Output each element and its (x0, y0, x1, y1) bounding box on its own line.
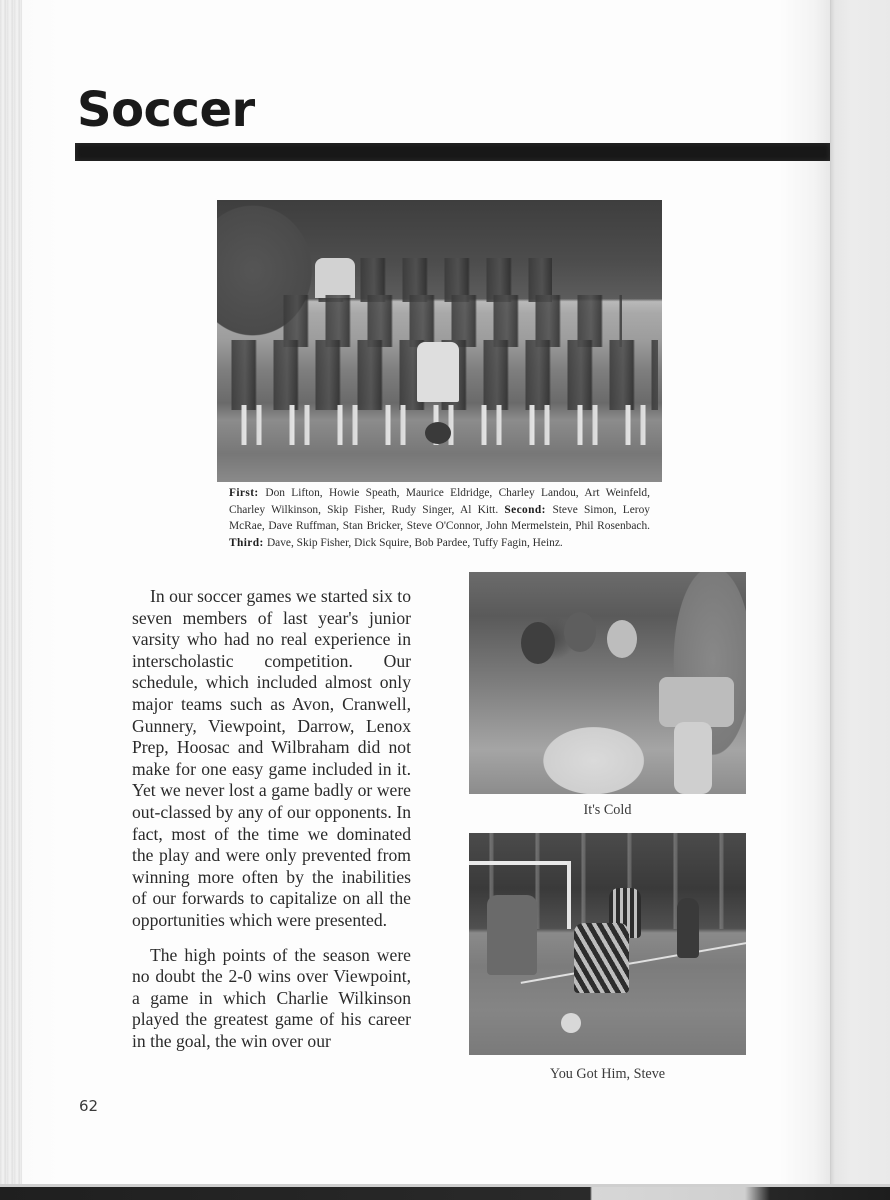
title-rule-bar (75, 143, 830, 161)
player-leg (674, 722, 712, 794)
player-figure (487, 895, 537, 975)
team-photo-caption (229, 485, 650, 551)
spectators-photo-caption: It's Cold (583, 802, 632, 818)
goal-crossbar (469, 861, 569, 865)
caption-second-names: Steve Simon, Leroy McRae, Dave Ruffman, Stan Bricker, Steve O'Connor, John Mermelstein, Phil Rosenbach. (229, 503, 650, 533)
goal-post (567, 861, 571, 929)
soccer-ball (425, 422, 451, 444)
game-action-photo (469, 833, 746, 1055)
caption-second-label: Second: (504, 503, 553, 516)
page-title: Soccer (77, 82, 255, 138)
game-photo-caption: You Got Him, Steve (549, 1066, 666, 1082)
book-binding (0, 0, 22, 1184)
caption-first-label: First: (229, 487, 266, 499)
player-figure (677, 898, 699, 958)
player-shorts (659, 677, 734, 727)
spectator-face (521, 622, 555, 664)
spectator-face (607, 620, 637, 658)
caption-third-names: Dave, Skip Fisher, Dick Squire, Bob Pardee, Tuffy Fagin, Heinz. (266, 536, 563, 549)
field-line (521, 940, 746, 984)
player-figure (574, 923, 629, 993)
book-bottom-edge (0, 1184, 890, 1200)
page-number: 62 (79, 1097, 99, 1115)
article-body (132, 586, 411, 1052)
goalkeeper-shirt (417, 342, 459, 402)
spectator-face (564, 612, 596, 652)
soccer-ball (561, 1013, 581, 1033)
article-paragraph: The high points of the season were no doubt the 2-0 wins over Viewpoint, a game in which Charlie Wilkinson played the greatest game of his career in the goal, the win over our (132, 944, 411, 1051)
coach-figure (315, 258, 355, 298)
article-paragraph: In our soccer games we started six to seven members of last year's junior varsity who had no real experience in interscholastic competition. Our schedule, which included almost only major teams such as Avon, Cranwell, Gunnery, Viewpoint, Darrow, Lenox Prep, Hoosac and Wilbraham did not make for one easy game included in it. Yet we never lost a game badly or were out-classed by any of our opponents. In fact, most of the time we dominated the play and were only prevented from winning more often by the inabilities of our forwards to capitalize on all the opportunities which were presented. (132, 586, 411, 930)
caption-third-label: Third: (229, 536, 267, 549)
spectators-photo (469, 572, 746, 794)
adjacent-page-edge (830, 0, 890, 1184)
caption-first-names: Don Lifton, Howie Speath, Maurice Eldridge, Charley Landou, Art Weinfeld, Charley Wilkinson, Skip Fisher, Rudy Singer, Al Kitt. (229, 487, 650, 516)
team-photo (217, 200, 662, 482)
